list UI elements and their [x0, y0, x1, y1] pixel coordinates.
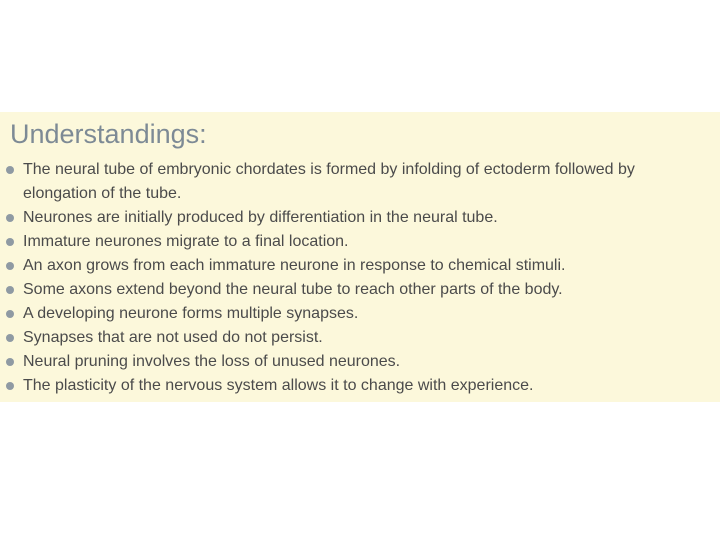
bullet-icon	[6, 214, 14, 222]
list-item	[0, 326, 716, 350]
list-item-text: The neural tube of embryonic chordates is formed by infolding of ectoderm followed by elongation of the tube.	[23, 161, 635, 202]
bullet-icon	[6, 358, 14, 366]
understandings-panel	[0, 112, 720, 402]
bullet-icon	[6, 334, 14, 342]
list-item	[0, 350, 716, 374]
list-item	[0, 278, 716, 302]
list-item	[0, 158, 716, 206]
bullet-icon	[6, 382, 14, 390]
list-item-text: Synapses that are not used do not persist.	[23, 329, 323, 346]
list-item-text: A developing neurone forms multiple synapses.	[23, 305, 359, 322]
list-item	[0, 374, 716, 398]
bullet-icon	[6, 166, 14, 174]
list-item-text: Neurones are initially produced by differentiation in the neural tube.	[23, 209, 498, 226]
list-item	[0, 230, 716, 254]
list-item-text: The plasticity of the nervous system allows it to change with experience.	[23, 377, 534, 394]
list-item-text: Some axons extend beyond the neural tube to reach other parts of the body.	[23, 281, 563, 298]
bullet-icon	[6, 262, 14, 270]
list-item-text: An axon grows from each immature neurone in response to chemical stimuli.	[23, 257, 566, 274]
list-item	[0, 254, 716, 278]
bullet-icon	[6, 286, 14, 294]
understandings-list	[0, 158, 716, 398]
list-item-text: Neural pruning involves the loss of unused neurones.	[23, 353, 401, 370]
list-item	[0, 206, 716, 230]
list-item	[0, 302, 716, 326]
panel-title: Understandings:	[10, 119, 207, 149]
bullet-icon	[6, 238, 14, 246]
list-item-text: Immature neurones migrate to a final location.	[23, 233, 349, 250]
bullet-icon	[6, 310, 14, 318]
